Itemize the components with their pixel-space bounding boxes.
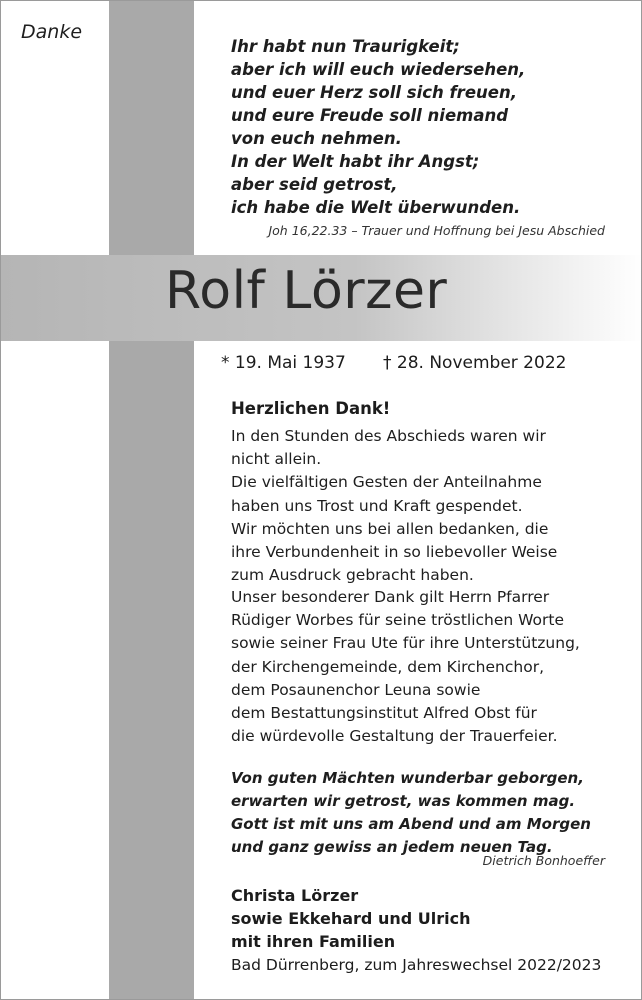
paragraph-line: Unser besonderer Dank gilt Herrn Pfarrer — [231, 588, 550, 606]
quote-author: Dietrich Bonhoeffer — [482, 853, 605, 868]
quote-line: Gott ist mit uns am Abend und am Morgen — [231, 815, 591, 833]
paragraph-line: Rüdiger Worbes für seine tröstlichen Worte — [231, 611, 565, 630]
place-date: Bad Dürrenberg, zum Jahreswechsel 2022/2023 — [231, 956, 602, 974]
verse-source: Joh 16,22.33 – Trauer und Hoffnung bei Jesu Abschied — [268, 223, 605, 238]
signer-line: Christa Lörzer — [231, 886, 359, 905]
paragraph-line: die würdevolle Gestaltung der Trauerfeier. — [231, 727, 558, 746]
verse-line: In der Welt habt ihr Angst; — [231, 152, 480, 171]
signer-line: mit ihren Familien — [231, 932, 396, 951]
paragraph-line: ihre Verbundenheit in so liebevoller Weise — [231, 543, 558, 562]
paragraph-line: dem Bestattungsinstitut Alfred Obst für — [231, 704, 537, 723]
paragraph-line: der Kirchengemeinde, dem Kirchenchor, — [231, 657, 544, 676]
quote-line: Von guten Mächten wunderbar geborgen, — [231, 769, 584, 787]
deceased-name: Rolf Lörzer — [165, 261, 448, 321]
verse-line: und euer Herz soll sich freuen, — [231, 83, 517, 102]
thanks-paragraph-2 — [231, 586, 580, 748]
paragraph-line: Wir möchten uns bei allen bedanken, die — [231, 519, 549, 538]
verse-line: und eure Freude soll niemand — [231, 106, 509, 125]
bible-verse — [231, 35, 525, 219]
thanks-paragraph-1 — [231, 425, 557, 587]
verse-line: von euch nehmen. — [231, 129, 402, 148]
category-label: Danke — [21, 21, 83, 43]
birth-date: * 19. Mai 1937 — [221, 353, 346, 373]
quote-line: und ganz gewiss an jedem neuen Tag. — [231, 838, 553, 856]
paragraph-line: zum Ausdruck gebracht haben. — [231, 566, 474, 585]
paragraph-line: Die vielfältigen Gesten der Anteilnahme — [231, 473, 542, 492]
paragraph-line: nicht allein. — [231, 450, 322, 469]
cross-vertical-beam — [109, 1, 194, 1000]
verse-line: ich habe die Welt überwunden. — [231, 198, 521, 217]
signers — [231, 884, 470, 953]
signer-line: sowie Ekkehard und Ulrich — [231, 909, 471, 928]
verse-line: aber seid getrost, — [231, 175, 398, 194]
verse-line: Ihr habt nun Traurigkeit; — [231, 37, 460, 56]
verse-line: aber ich will euch wiedersehen, — [231, 60, 526, 79]
paragraph-line: dem Posaunenchor Leuna sowie — [231, 680, 481, 699]
thanks-heading: Herzlichen Dank! — [231, 399, 391, 418]
paragraph-line: haben uns Trost und Kraft gespendet. — [231, 496, 523, 515]
paragraph-line: sowie seiner Frau Ute für ihre Unterstützung, — [231, 634, 580, 653]
death-date: † 28. November 2022 — [383, 353, 567, 373]
bonhoeffer-quote — [231, 767, 591, 859]
quote-line: erwarten wir getrost, was kommen mag. — [231, 792, 576, 810]
paragraph-line: In den Stunden des Abschieds waren wir — [231, 427, 546, 445]
